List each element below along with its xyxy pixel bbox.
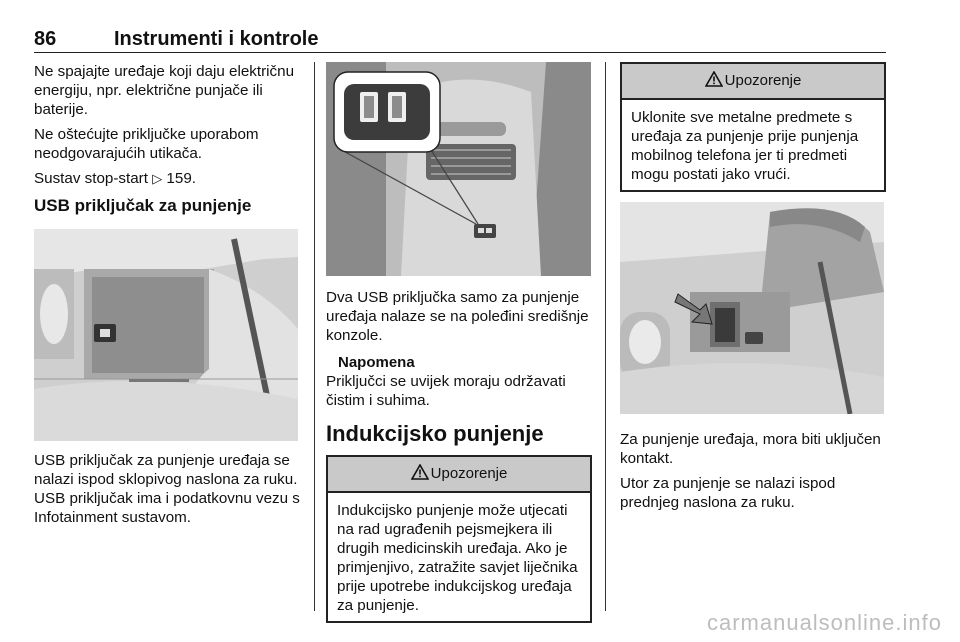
page-reference[interactable]: 159. [166, 170, 196, 187]
note-title: Napomena [338, 354, 415, 371]
usb-port-armrest-figure [34, 229, 298, 441]
paragraph: Ne spajajte uređaje koji daju električnu energiju, npr. električne punjače ili baterije. [34, 63, 295, 118]
paragraph: Utor za punjenje se nalazi ispod prednjeg naslona za ruku. [620, 475, 836, 511]
section-heading: Indukcijsko punjenje [326, 421, 544, 446]
rear-console-usb-figure [326, 62, 591, 276]
warning-text: Indukcijsko punjenje može utjecati na rad ugrađenih pejsmejkera ili drugih medicinskih uređaja. Ako je primjenjivo, zatražite savjet liječnika prije upotrebe indukcijskog uređaja za punjenje. [337, 502, 578, 614]
page-number: 86 [34, 28, 57, 50]
column-2 [326, 62, 592, 623]
paragraph [34, 169, 300, 188]
figure-caption: USB priključak za punjenje uređaja se nalazi ispod sklopivog naslona za ruku. USB priključak ima i podatkovnu vezu s Infotainment sustavom. [34, 452, 300, 526]
figure-caption: Dva USB priključka samo za punjenje uređaja nalaze se na poleđini središnje konzole. [326, 289, 589, 344]
column-divider-1 [314, 62, 315, 611]
column-1 [34, 62, 300, 533]
warning-header [622, 64, 884, 100]
warning-title: Upozorenje [430, 465, 508, 482]
watermark: carmanualsonline.info [706, 610, 942, 635]
warning-box [620, 62, 886, 192]
note-text: Priključci se uvijek moraju održavati čistim i suhima. [326, 373, 566, 409]
column-3 [620, 62, 886, 518]
page-header [34, 26, 886, 53]
section-heading: USB priključak za punjenje [34, 196, 252, 215]
warning-text: Uklonite sve metalne predmete s uređaja za punjenje prije punjenja mobilnog telefona jer ti predmeti mogu postati jako vrući. [631, 109, 859, 183]
cross-reference-text: Sustav stop-start [34, 170, 148, 187]
column-divider-2 [605, 62, 606, 611]
paragraph: Za punjenje uređaja, mora biti uključen kontakt. [620, 431, 881, 467]
warning-title: Upozorenje [724, 72, 802, 89]
warning-triangle-icon [705, 71, 723, 87]
warning-box [326, 455, 592, 623]
paragraph: Ne oštećujte priključke uporabom neodgovarajućih utikača. [34, 126, 259, 162]
warning-header [328, 457, 590, 493]
chapter-title: Instrumenti i kontrole [114, 28, 319, 50]
warning-triangle-icon [411, 464, 429, 480]
front-armrest-charging-slot-figure [620, 202, 884, 414]
reference-arrow-icon: ▷ [152, 171, 163, 186]
